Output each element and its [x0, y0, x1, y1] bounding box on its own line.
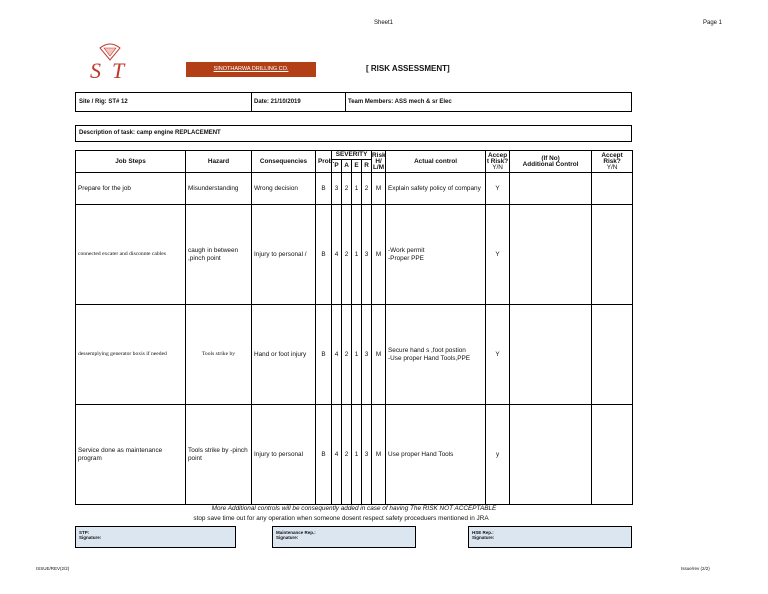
footer-left: ISSUE/REV(2/2) — [36, 566, 70, 571]
header-severity — [332, 151, 372, 173]
stp-signature-label: Signature: — [79, 535, 102, 540]
row-accept: Y — [486, 173, 510, 205]
row-prob: B — [316, 205, 332, 305]
header-accept-risk-2 — [592, 151, 633, 173]
row-accept: y — [486, 405, 510, 505]
page-number: Page 1 — [703, 20, 723, 26]
company-logo — [86, 42, 134, 82]
footer-right: Issue/rev (2/2) — [681, 566, 710, 571]
row-control: Use proper Hand Tools — [386, 405, 486, 505]
row-risk: M — [372, 405, 386, 505]
risk-label-2: H/ — [375, 157, 382, 165]
row-sev-p: 4 — [332, 405, 342, 505]
accept2-label-2: Risk? — [603, 157, 621, 165]
header-additional-control — [510, 151, 592, 173]
accept-label-1: Accep — [487, 151, 508, 159]
maintenance-signature-label: Signature: — [276, 535, 299, 540]
row-control: Explain safety policy of company — [386, 173, 486, 205]
row-sev-r: 2 — [362, 173, 372, 205]
maintenance-label: Maintenance Rep.: — [276, 530, 316, 535]
additional-label-1: (If No) — [541, 154, 560, 162]
header-actual-control: Actual control — [386, 151, 486, 173]
row-accept: Y — [486, 305, 510, 405]
table-row — [76, 205, 633, 305]
row-sev-a: 2 — [342, 305, 352, 405]
severity-label: SEVERITY — [332, 151, 371, 160]
row-job: connected excater and disconnte cables — [76, 205, 186, 305]
row-additional — [510, 205, 592, 305]
hse-label: HSE Rep.: — [472, 530, 494, 535]
row-sev-e: 1 — [352, 405, 362, 505]
accept-label-2: t Risk? — [486, 157, 509, 165]
stp-signature-box — [75, 526, 236, 548]
site-rig: Site / Rig: ST# 12 — [79, 99, 128, 105]
severity-e: E — [352, 160, 362, 172]
row-prob: B — [316, 305, 332, 405]
date: Date: 21/10/2019 — [254, 99, 301, 105]
row-risk: M — [372, 173, 386, 205]
row-sev-a: 2 — [342, 405, 352, 505]
row-risk: M — [372, 305, 386, 405]
accept2-label-1: Accept — [601, 151, 623, 159]
row-control: Secure hand s ,foot postion -Use proper Hand Tools,PPE — [386, 305, 486, 405]
row-consequence: Injury to personal — [252, 405, 316, 505]
row-sev-p: 3 — [332, 173, 342, 205]
table-row — [76, 173, 633, 205]
maintenance-signature-box — [272, 526, 416, 548]
table-header-row — [76, 151, 633, 173]
svg-text:S: S — [90, 58, 101, 83]
row-risk: M — [372, 205, 386, 305]
note-additional-controls: More Additional controls will be consequently added in case of having The RISK NOT ACCEPTABLE — [211, 505, 497, 512]
row-sev-e: 1 — [352, 173, 362, 205]
row-accept: Y — [486, 205, 510, 305]
header-accept-risk — [486, 151, 510, 173]
row-job: Service done as maintenance program — [76, 405, 186, 505]
risk-label-1: Risk — [372, 151, 386, 159]
row-sev-r: 3 — [362, 205, 372, 305]
row-accept-2 — [592, 205, 633, 305]
header-consequences: Consequencies — [252, 151, 316, 173]
table-row — [76, 305, 633, 405]
sheet-label: Sheet1 — [374, 20, 394, 26]
additional-label-2: Additional Control — [522, 160, 579, 168]
page-title: [ RISK ASSESSMENT] — [366, 64, 450, 73]
company-banner: SINOTHARWA DRILLING CO. — [186, 62, 316, 77]
severity-a: A — [342, 160, 352, 172]
header-job-steps: Job Steps — [76, 151, 186, 173]
row-consequence: Injury to personal / — [252, 205, 316, 305]
accept-label-3: Y/N — [492, 163, 503, 171]
row-additional — [510, 305, 592, 405]
row-additional — [510, 173, 592, 205]
row-hazard: Misunderstanding — [186, 173, 252, 205]
row-sev-a: 2 — [342, 173, 352, 205]
row-accept-2 — [592, 305, 633, 405]
row-sev-p: 4 — [332, 205, 342, 305]
header-hazard: Hazard — [186, 151, 252, 173]
row-sev-a: 2 — [342, 205, 352, 305]
row-accept-2 — [592, 405, 633, 505]
risk-table — [75, 150, 633, 505]
row-hazard: Tools strike by -pinch point — [186, 405, 252, 505]
row-sev-e: 1 — [352, 305, 362, 405]
row-prob: B — [316, 173, 332, 205]
hse-signature-box — [468, 526, 632, 548]
row-consequence: Wrong decision — [252, 173, 316, 205]
row-sev-r: 3 — [362, 305, 372, 405]
task-description: Description of task: camp engine REPLACEMENT — [79, 130, 221, 136]
row-job: Prepare for the job — [76, 173, 186, 205]
accept2-label-3: Y/N — [606, 163, 618, 171]
row-sev-p: 4 — [332, 305, 342, 405]
row-sev-e: 1 — [352, 205, 362, 305]
stp-label: STP: — [79, 530, 90, 535]
row-job: dessemplying generator boxis if needed — [76, 305, 186, 405]
row-accept-2 — [592, 173, 633, 205]
row-sev-r: 3 — [362, 405, 372, 505]
info-row — [75, 92, 632, 112]
row-consequence: Hand or foot injury — [252, 305, 316, 405]
hse-signature-label: Signature: — [472, 535, 495, 540]
svg-text:T: T — [112, 58, 125, 83]
severity-r: R — [364, 162, 369, 170]
header-risk — [372, 151, 386, 173]
severity-p: P — [332, 160, 342, 172]
header-prob: Prob. — [316, 151, 332, 173]
table-row — [76, 405, 633, 505]
row-control: -Work permit -Proper PPE — [386, 205, 486, 305]
risk-label-3: L/M — [373, 163, 385, 171]
team-members: Team Members: ASS mech & sr Elec — [348, 99, 452, 105]
task-description-box — [75, 125, 632, 142]
row-prob: B — [316, 405, 332, 505]
row-hazard: Tools strike by — [186, 305, 252, 405]
row-hazard: caugh in between ,pinch point — [186, 205, 252, 305]
note-stop-work: stop save time out for any operation when someone dosent respect safety proceduers mentioned in JRA — [193, 515, 489, 522]
row-additional — [510, 405, 592, 505]
